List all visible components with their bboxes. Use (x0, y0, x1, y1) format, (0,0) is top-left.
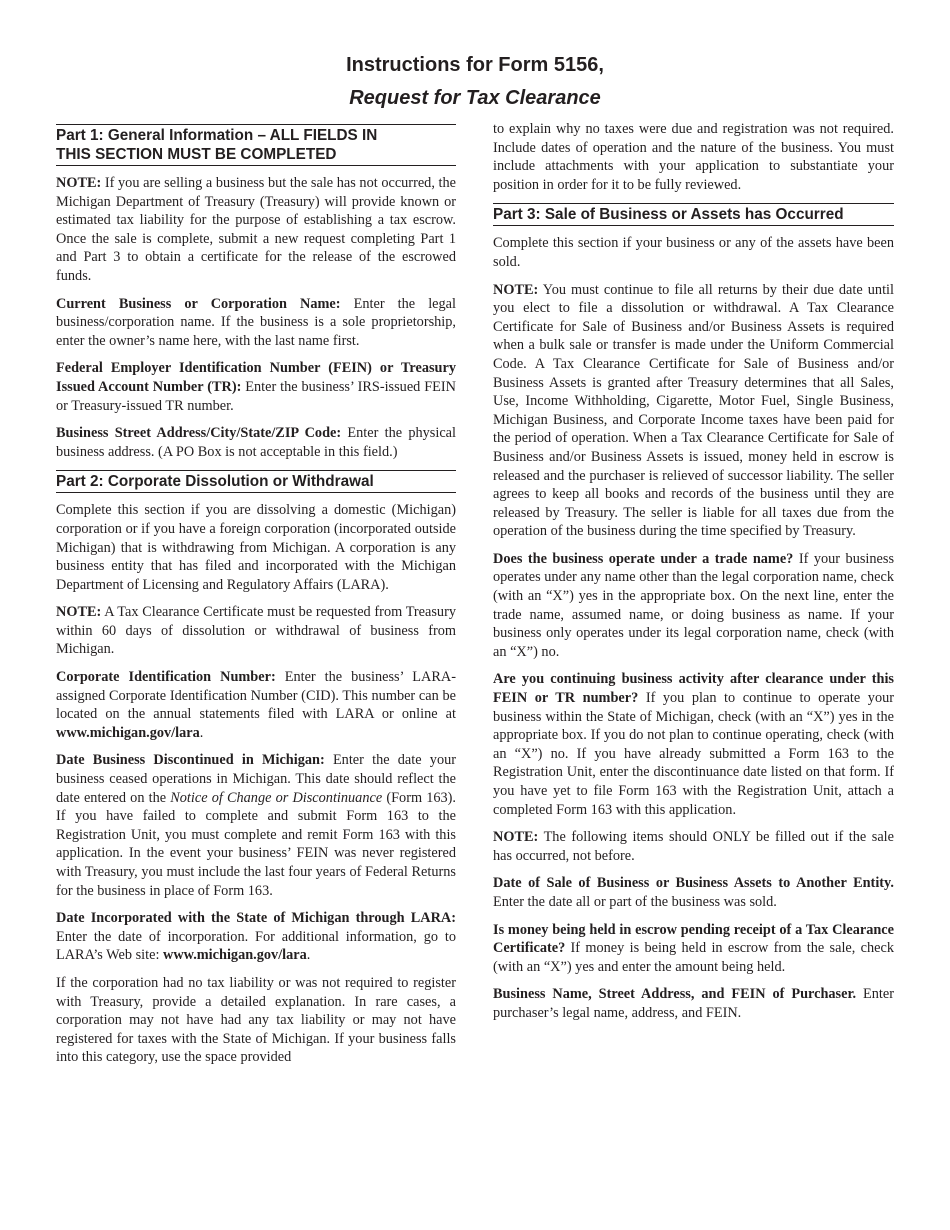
address-instruction: Business Street Address/City/State/ZIP Code: Enter the physical business address. (A PO Box is not acceptable in this field.) (56, 425, 456, 460)
part1-note: NOTE: If you are selling a business but the sale has not occurred, the Michigan Department of Treasury (Treasury) will provide known or estimated tax liability for the purpose of establishing a tax escrow. Once the sale is complete, submit a new request completing Part 1 and Part 3 to obtain a certificate for the release of the escrowed funds. (56, 175, 456, 284)
part3-intro: Complete this section if your business or any of the assets have been sold. (493, 235, 894, 270)
part1-heading-line2: THIS SECTION MUST BE COMPLETED (56, 146, 337, 163)
lara-link[interactable]: www.michigan.gov/lara (163, 947, 307, 964)
business-name-instruction: Current Business or Corporation Name: Enter the legal business/corporation name. If the business is a sole proprietorship, enter the owner’s name here, with the last name first. (56, 295, 456, 349)
lara-link[interactable]: www.michigan.gov/lara (56, 724, 200, 741)
incorporated-instruction: Date Incorporated with the State of Michigan through LARA: Enter the date of incorporation. For additional information, go to LARA’s Web site: www.michigan.gov/lara. (56, 910, 456, 964)
part2-intro: Complete this section if you are dissolving a domestic (Michigan) corporation or if you have a foreign corporation (incorporated outside Michigan) that is withdrawing from Michigan. A corporation is any business entity that has filed and incorporated with the Michigan Department of Licensing and Regulatory Affairs (LARA). (56, 502, 456, 593)
escrow-instruction: Is money being held in escrow pending receipt of a Tax Clearance Certificate? If money is being held in escrow from the sale, check (with an “X”) yes and enter the amount being held. (493, 921, 894, 975)
form-title: Instructions for Form 5156, (346, 54, 604, 76)
part3-note: NOTE: You must continue to file all returns by their due date until you elect to file a dissolution or withdrawal. A Tax Clearance Certificate for Sale of Business and/or Business Assets is required when a bulk sale or transfer is made under the Uniform Commercial Code. A Tax Clearance Certificate for Sale of Business and/or Business Assets is granted after Treasury determines that all Sales, Use, Income Withholding, Cigarette, Motor Fuel, Single Business, Michigan Business, and Corporate Income taxes have been paid for the period of operation. When a Tax Clearance Certificate for Sale of Business and/or Business Assets is issued, money held in escrow is released and the purchaser is relieved of successor liability. The seller agrees to keep all books and records of the business until they are released by Treasury. The seller is liable for all taxes due from the operation of the business during the time specified by Treasury. (493, 281, 894, 540)
document-title (0, 50, 950, 113)
date-of-sale-instruction: Date of Sale of Business or Business Assets to Another Entity. Enter the date all or part of the business was sold. (493, 875, 894, 910)
no-liability-instruction: If the corporation had no tax liability or was not required to register with Treasury, provide a detailed explanation. In rare cases, a corporation may not have had any tax liability or may not have registered for taxes with the State of Michigan. If your business falls into this category, use the space provided (56, 974, 456, 1066)
trade-name-instruction: Does the business operate under a trade name? If your business operates under any name other than the legal corporation name, check (with an “X”) yes in the appropriate box. On the next line, enter the trade name, assumed name, or doing business as name. If your business only operates under its legal corporation name, check (with an “X”) no. (493, 550, 895, 660)
part2-heading: Part 2: Corporate Dissolution or Withdrawal (56, 470, 456, 493)
part1-heading (56, 124, 456, 166)
part2-note: NOTE: A Tax Clearance Certificate must be requested from Treasury within 60 days of dissolution or withdrawal of business from Michigan. (56, 604, 456, 658)
right-column (493, 120, 894, 1032)
part3-heading: Part 3: Sale of Business or Assets has Occurred (493, 203, 894, 226)
no-liability-continued: to explain why no taxes were due and registration was not required. Include dates of operation and the nature of the business. You must include attachments with your application to substantiate your position in order for it to be fully reviewed. (493, 121, 894, 193)
discontinued-instruction: Date Business Discontinued in Michigan: Enter the date your business ceased operations in Michigan. This date should reflect the date entered on the Notice of Change or Discontinuance (Form 163). If you have failed to complete and submit Form 163 to the Registration Unit, you must complete and remit Form 163 with this application. In the event your business’ FEIN was never registered with Treasury, you must include the last four years of Federal Returns for the business in place of Form 163. (56, 752, 456, 899)
left-column (56, 124, 456, 1076)
note-label: NOTE: (56, 175, 102, 191)
purchaser-instruction: Business Name, Street Address, and FEIN of Purchaser. Enter purchaser’s legal name, address, and FEIN. (493, 986, 894, 1021)
part3-note2: NOTE: The following items should ONLY be filled out if the sale has occurred, not before. (493, 829, 894, 864)
continuing-activity-instruction: Are you continuing business activity after clearance under this FEIN or TR number? If you plan to continue to operate your business within the State of Michigan, check (with an “X”) yes in the appropriate box. If you do not plan to continue operating, check (with an “X”) no. If you have already submitted a Form 163 to the Registration Unit, enter the discontinuance date listed on that form. If you have yet to file Form 163 with the Registration Unit, attach a completed Form 163 with this application. (493, 671, 895, 818)
fein-instruction: Federal Employer Identification Number (FEIN) or Treasury Issued Account Number (TR): Enter the business’ IRS-issued FEIN or Treasury-issued TR number. (56, 360, 456, 414)
cid-instruction: Corporate Identification Number: Enter the business’ LARA-assigned Corporate Identification Number (CID). This number can be located on the annual statements filed with LARA or online at www.michigan.gov/lara. (56, 669, 456, 741)
form-subtitle: Request for Tax Clearance (349, 87, 601, 109)
part1-heading-line1: Part 1: General Information – ALL FIELDS IN (56, 127, 378, 144)
